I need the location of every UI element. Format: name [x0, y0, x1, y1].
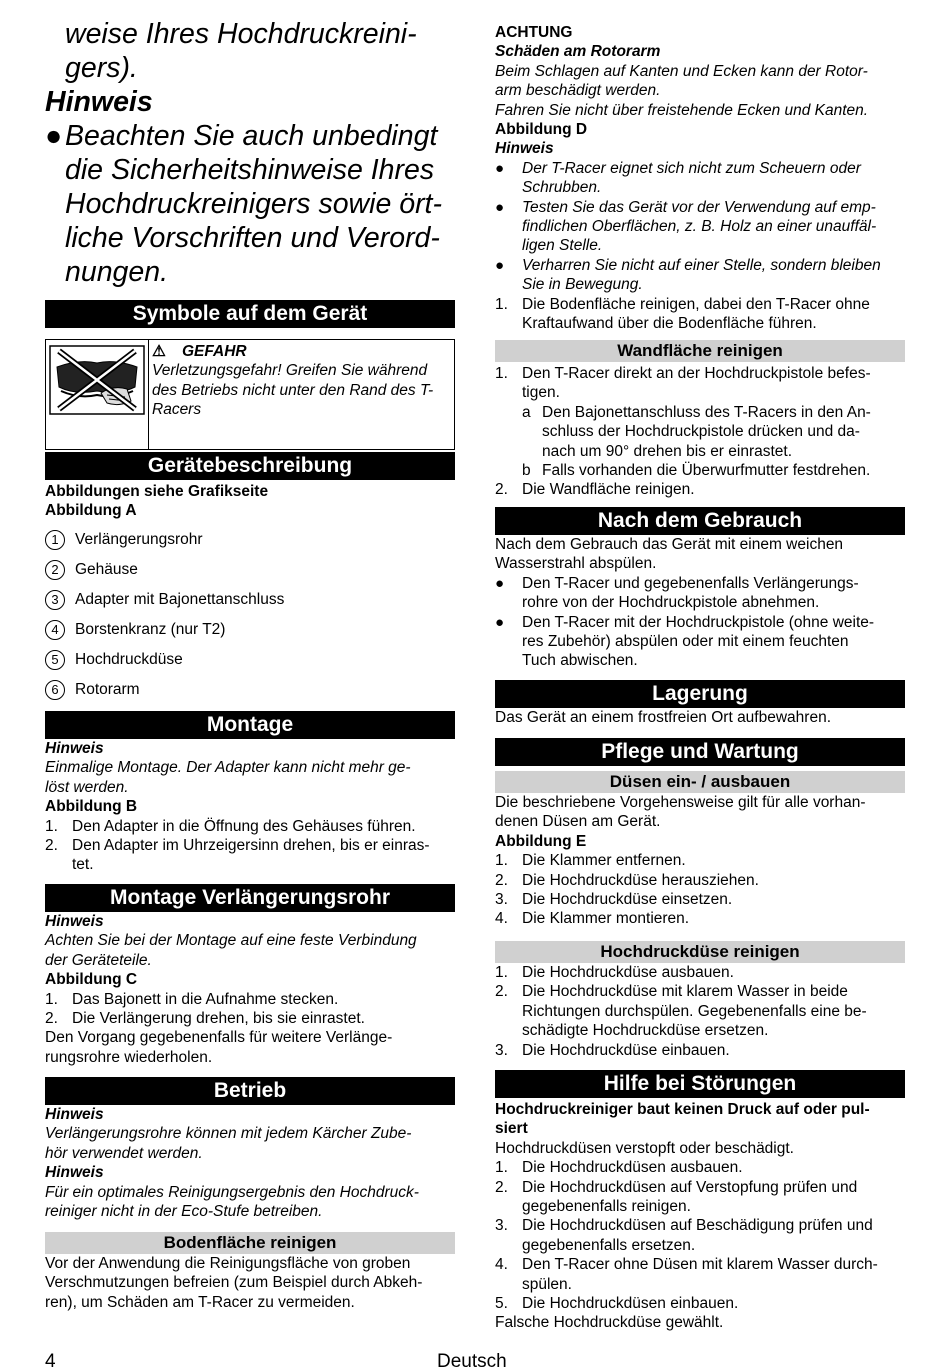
note-line: Achten Sie bei der Montage auf eine feste Verbindung: [45, 932, 417, 950]
item-number: 3: [45, 590, 65, 610]
step-text: Den T-Racer direkt an der Hochdruckpistole befes-: [522, 365, 871, 382]
step-item: [495, 1294, 905, 1313]
substep-item: [495, 461, 905, 480]
section-heading: Symbole auf dem Gerät: [45, 300, 455, 328]
list-item: [45, 615, 455, 645]
section-heading: Gerätebeschreibung: [45, 452, 455, 480]
item-label: Hochdruckdüse: [75, 651, 183, 669]
substep-mark: b: [522, 462, 531, 480]
bullet-icon: ●: [495, 574, 505, 592]
section-heading: Lagerung: [495, 680, 905, 708]
intro-line: weise Ihres Hochdruckreini-: [65, 18, 417, 50]
bullet-icon: ●: [495, 198, 505, 216]
step-item: [495, 1255, 905, 1294]
item-number: 5: [45, 650, 65, 670]
step-text: Den T-Racer ohne Düsen mit klarem Wasser durch-: [522, 1256, 878, 1274]
body-line: Die beschriebene Vorgehensweise gilt für alle vorhan-: [495, 794, 866, 811]
note-line: der Geräteteile.: [45, 951, 152, 969]
problem-line: Hochdruckreiniger baut keinen Druck auf oder pul-: [495, 1101, 870, 1118]
item-number: 2: [45, 560, 65, 580]
step-text: Die Bodenfläche reinigen, dabei den T-Racer ohne: [522, 295, 870, 313]
step-text: tigen.: [522, 384, 560, 402]
bullet-line: nungen.: [65, 256, 169, 288]
list-item: [45, 675, 455, 705]
bullet-line: Beachten Sie auch unbedingt: [65, 120, 438, 152]
step-number: 1.: [495, 852, 508, 870]
step-item: [495, 295, 905, 334]
bullet-icon: ●: [495, 256, 505, 274]
subsection-heading: Hochdruckdüse reinigen: [495, 941, 905, 963]
step-text: tet.: [72, 856, 94, 874]
step-text: Die Hochdruckdüse einsetzen.: [522, 891, 733, 909]
bullet-line: die Sicherheitshinweise Ihres: [65, 154, 435, 186]
substep-item: [495, 403, 905, 461]
bullet-item: [495, 574, 905, 613]
list-item: [45, 555, 455, 585]
step-number: 4.: [495, 910, 508, 928]
step-number: 2.: [495, 481, 508, 499]
hinweis-label: Hinweis: [495, 140, 554, 158]
substep-text: Den Bajonettanschluss des T-Racers in den An-: [542, 403, 871, 421]
danger-line: des Betriebs nicht unter den Rand des T-: [152, 381, 434, 399]
step-text: Die Wandfläche reinigen.: [522, 481, 695, 499]
step-text: Die Klammer entfernen.: [522, 852, 686, 870]
hilfe-section: [495, 1070, 905, 1333]
step-text: Die Klammer montieren.: [522, 910, 690, 928]
bullet-text: ligen Stelle.: [522, 237, 603, 255]
subsection-heading: Düsen ein- / ausbauen: [495, 771, 905, 793]
step-text: Richtungen durchspülen. Gegebenenfalls eine be-: [522, 1002, 867, 1020]
step-number: 3.: [495, 1041, 508, 1059]
step-number: 2.: [495, 1178, 508, 1196]
bullet-text: findlichen Oberflächen, z. B. Holz an einer unauffäl-: [522, 218, 877, 236]
bullet-item: [495, 159, 905, 198]
achtung-label: ACHTUNG: [495, 24, 573, 41]
item-number: 6: [45, 680, 65, 700]
step-text: Das Bajonett in die Aufnahme stecken.: [72, 990, 339, 1008]
step-number: 4.: [495, 1256, 508, 1274]
bullet-icon: ●: [495, 159, 505, 177]
body-line: Vor der Anwendung die Reinigungsfläche von groben: [45, 1255, 411, 1272]
figure-note: Abbildungen siehe Grafikseite: [45, 483, 269, 500]
body-line: Wasserstrahl abspülen.: [495, 555, 657, 573]
left-column: [45, 0, 455, 1311]
intro-text: [45, 0, 455, 85]
step-item: [495, 851, 905, 870]
step-item: [45, 990, 455, 1009]
section-heading: Montage Verlängerungsrohr: [45, 884, 455, 912]
achtung-line: Fahren Sie nicht über freistehende Ecken und Kanten.: [495, 101, 869, 119]
step-text: Die Hochdruckdüsen ausbauen.: [522, 1159, 743, 1177]
symbols-section: [45, 300, 455, 450]
step-item: [495, 871, 905, 890]
substep-text: schluss der Hochdruckpistole drücken und da-: [542, 423, 860, 441]
step-text: gegebenenfalls reinigen.: [522, 1198, 691, 1216]
step-number: 3.: [495, 891, 508, 909]
safety-bullet: [45, 119, 455, 289]
body-line: Verschmutzungen befreien (zum Beispiel durch Abkeh-: [45, 1274, 423, 1292]
achtung-subtitle: Schäden am Rotorarm: [495, 43, 661, 61]
bullet-text: Tuch abwischen.: [522, 652, 638, 670]
section-heading: Nach dem Gebrauch: [495, 507, 905, 535]
step-number: 1.: [495, 365, 508, 382]
step-text: Die Hochdruckdüsen einbauen.: [522, 1295, 739, 1313]
hinweis-label: Hinweis: [45, 913, 104, 930]
bullet-icon: ●: [45, 120, 63, 152]
bullet-text: Den T-Racer und gegebenenfalls Verlängerungs-: [522, 574, 859, 592]
step-item: [495, 1178, 905, 1217]
bullet-icon: ●: [495, 613, 505, 631]
step-item: [495, 982, 905, 1040]
section-heading: Hilfe bei Störungen: [495, 1070, 905, 1098]
bullet-text: Sie in Bewegung.: [522, 276, 643, 294]
section-heading: Betrieb: [45, 1077, 455, 1105]
body-line: ren), um Schäden am T-Racer zu vermeiden.: [45, 1293, 355, 1311]
item-number: 4: [45, 620, 65, 640]
achtung-line: arm beschädigt werden.: [495, 82, 661, 100]
item-label: Adapter mit Bajonettanschluss: [75, 591, 285, 609]
footer-language: Deutsch: [437, 1351, 507, 1372]
figure-label: Abbildung E: [495, 832, 587, 850]
step-number: 1.: [495, 295, 508, 313]
montage-rohr-section: [45, 884, 455, 1067]
substep-text: Falls vorhanden die Überwurfmutter festdrehen.: [542, 462, 871, 480]
bullet-text: Testen Sie das Gerät vor der Verwendung auf emp-: [522, 198, 876, 216]
step-number: 2.: [45, 837, 58, 855]
step-number: 1.: [45, 817, 58, 835]
bullet-text: Verharren Sie nicht auf einer Stelle, sondern bleiben: [522, 256, 881, 274]
body-line: Den Vorgang gegebenenfalls für weitere Verlänge-: [45, 1029, 393, 1047]
note-line: Einmalige Montage. Der Adapter kann nicht mehr ge-: [45, 759, 411, 777]
step-item: [495, 890, 905, 909]
item-number: 1: [45, 530, 65, 550]
step-text: Die Hochdruckdüse ausbauen.: [522, 964, 734, 981]
step-text: spülen.: [522, 1275, 572, 1293]
danger-line: Verletzungsgefahr! Greifen Sie während: [152, 362, 428, 380]
step-number: 3.: [495, 1217, 508, 1235]
bullet-item: [495, 198, 905, 256]
intro-line: gers).: [65, 52, 138, 84]
cause-line: Hochdruckdüsen verstopft oder beschädigt.: [495, 1139, 794, 1157]
body-line: Falsche Hochdruckdüse gewählt.: [495, 1314, 724, 1332]
item-label: Verlängerungsrohr: [75, 531, 203, 549]
step-item: [495, 909, 905, 928]
warning-triangle-icon: ⚠: [152, 343, 166, 360]
body-line: Nach dem Gebrauch das Gerät mit einem weichen: [495, 536, 844, 553]
step-text: gegebenenfalls ersetzen.: [522, 1236, 696, 1254]
bullet-text: res Zubehör) abspülen oder mit einem feuchten: [522, 633, 849, 651]
no-hand-icon: [46, 340, 149, 449]
step-text: Die Hochdruckdüsen auf Verstopfung prüfen und: [522, 1178, 858, 1196]
step-item: [495, 1158, 905, 1177]
bullet-line: liche Vorschriften und Verord-: [65, 222, 440, 254]
bullet-item: [495, 256, 905, 295]
step-item: [495, 1216, 905, 1255]
hinweis-label: Hinweis: [45, 740, 104, 757]
step-text: Den Adapter in die Öffnung des Gehäuses führen.: [72, 817, 416, 835]
hinweis-label: Hinweis: [45, 1106, 104, 1123]
section-heading: Pflege und Wartung: [495, 738, 905, 766]
bullet-line: Hochdruckreinigers sowie ört-: [65, 188, 442, 220]
step-number: 5.: [495, 1295, 508, 1313]
item-label: Gehäuse: [75, 561, 138, 579]
substep-mark: a: [522, 403, 531, 421]
achtung-block: [495, 0, 905, 334]
bullet-text: Schrubben.: [522, 179, 602, 197]
bullet-text: rohre von der Hochdruckpistole abnehmen.: [522, 594, 820, 612]
achtung-line: Beim Schlagen auf Kanten und Ecken kann der Rotor-: [495, 62, 868, 80]
step-number: 1.: [495, 964, 508, 981]
parts-list: [45, 525, 455, 705]
wand-section: [495, 340, 905, 500]
step-number: 1.: [495, 1159, 508, 1177]
step-text: schädigte Hochdruckdüse ersetzen.: [522, 1022, 769, 1040]
subsection-heading: Wandfläche reinigen: [495, 340, 905, 362]
boden-section: [45, 1232, 455, 1312]
note-line: Verlängerungsrohre können mit jedem Kärcher Zube-: [45, 1125, 412, 1143]
step-text: Die Hochdruckdüse einbauen.: [522, 1041, 730, 1059]
step-number: 2.: [495, 983, 508, 1001]
section-heading: Montage: [45, 711, 455, 739]
step-text: Die Hochdruckdüsen auf Beschädigung prüfen und: [522, 1217, 873, 1235]
step-text: Den Adapter im Uhrzeigersinn drehen, bis er einras-: [72, 837, 430, 855]
step-item: [495, 963, 905, 982]
lagerung-section: [495, 680, 905, 727]
nach-section: [495, 507, 905, 671]
note-line: hör verwendet werden.: [45, 1144, 203, 1162]
step-item: [45, 1009, 455, 1028]
subsection-heading: Bodenfläche reinigen: [45, 1232, 455, 1254]
montage-section: [45, 711, 455, 875]
body-line: Das Gerät an einem frostfreien Ort aufbewahren.: [495, 709, 831, 726]
danger-line: Racers: [152, 401, 202, 419]
page-number: 4: [45, 1351, 56, 1372]
danger-title: GEFAHR: [182, 343, 247, 360]
body-line: denen Düsen am Gerät.: [495, 813, 661, 831]
hinweis-heading: Hinweis: [45, 86, 153, 118]
note-line: löst werden.: [45, 778, 129, 796]
figure-label: Abbildung A: [45, 502, 137, 520]
danger-box: [45, 339, 455, 450]
step-text: Die Hochdruckdüse herausziehen.: [522, 871, 759, 889]
list-item: [45, 525, 455, 555]
step-item: [495, 1041, 905, 1060]
step-number: 1.: [45, 990, 58, 1008]
pflege-section: [495, 738, 905, 929]
figure-label: Abbildung C: [45, 971, 138, 989]
step-item: [495, 480, 905, 499]
hinweis-label: Hinweis: [45, 1164, 104, 1182]
item-label: Borstenkranz (nur T2): [75, 621, 226, 639]
step-item: [495, 364, 905, 403]
step-text: Die Hochdruckdüse mit klarem Wasser in beide: [522, 983, 848, 1001]
note-line: reiniger nicht in der Eco-Stufe betreiben.: [45, 1203, 323, 1221]
right-column: [495, 0, 905, 1332]
step-item: [45, 836, 455, 875]
step-number: 2.: [45, 1010, 58, 1028]
list-item: [45, 585, 455, 615]
danger-title-row: [152, 342, 454, 361]
danger-text: [149, 340, 454, 449]
duese-section: [495, 941, 905, 1060]
step-item: [45, 817, 455, 836]
description-section: [45, 452, 455, 705]
figure-label: Abbildung D: [495, 121, 588, 139]
step-text: Die Verlängerung drehen, bis sie einrastet.: [72, 1010, 365, 1028]
bullet-text: Der T-Racer eignet sich nicht zum Scheuern oder: [522, 159, 861, 177]
bullet-item: [495, 613, 905, 671]
betrieb-section: [45, 1077, 455, 1221]
problem-line: siert: [495, 1120, 528, 1138]
step-text: Kraftaufwand über die Bodenfläche führen.: [522, 315, 817, 333]
figure-label: Abbildung B: [45, 798, 138, 816]
note-line: Für ein optimales Reinigungsergebnis den Hochdruck-: [45, 1183, 419, 1201]
item-label: Rotorarm: [75, 681, 140, 699]
list-item: [45, 645, 455, 675]
bullet-text: Den T-Racer mit der Hochdruckpistole (ohne weite-: [522, 613, 875, 631]
substep-text: nach um 90° drehen bis er einrastet.: [542, 442, 793, 460]
step-number: 2.: [495, 871, 508, 889]
body-line: rungsrohre wiederholen.: [45, 1048, 213, 1066]
